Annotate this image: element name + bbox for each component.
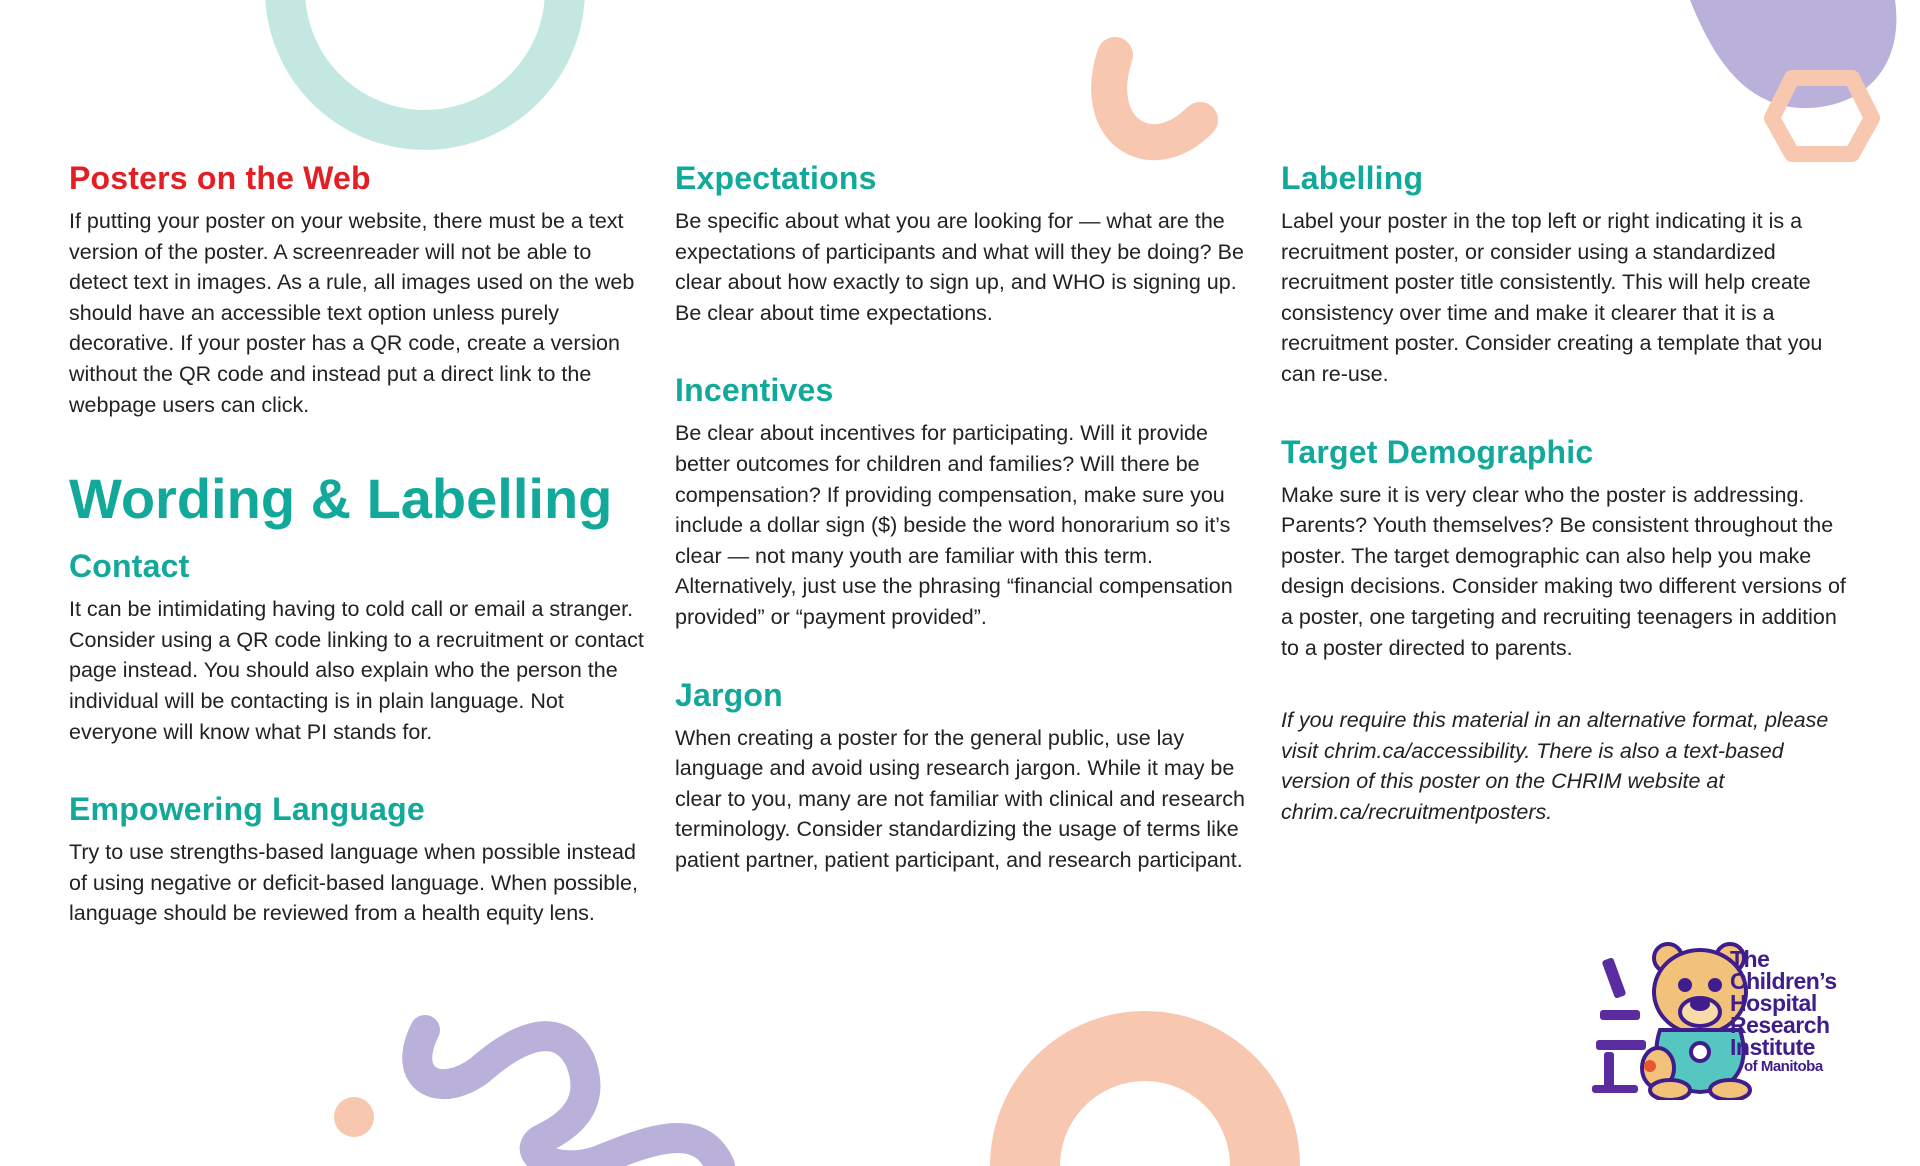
logo-line: The [1730, 946, 1770, 972]
left-column [69, 158, 649, 975]
section-labelling [1281, 158, 1856, 390]
logo-line: Children’s [1730, 968, 1837, 994]
peach-crescent-shape [1109, 55, 1200, 142]
section-jargon [675, 675, 1265, 876]
section-title: Target Demographic [1281, 433, 1594, 470]
logo-line: Hospital [1730, 990, 1817, 1016]
section-body: Be specific about what you are looking for — what are the expectations of participants and what will they be doing? Be clear about how exactly to sign up, and WHO is signing up. Be clear about time expectations. [675, 209, 1244, 325]
section-title: Expectations [675, 160, 877, 196]
section-incentives [675, 370, 1265, 632]
section-body: It can be intimidating having to cold call or email a stranger. Consider using a QR code linking to a recruitment or contact page instead. You should also explain who the person the individual will be contacting is in plain language. Not everyone will know what PI stands for. [69, 597, 644, 744]
section-title: Jargon [675, 676, 783, 713]
mint-ring-shape [285, 0, 565, 130]
section-contact [69, 546, 649, 747]
logo-wordmark [1730, 948, 1837, 1076]
logo-line: of Manitoba [1744, 1058, 1823, 1075]
section-body: When creating a poster for the general public, use lay language and avoid using research jargon. While it may be clear to you, many are not familiar with clinical and research terminology. Consider standardizing the usage of terms like patient partner, patient participant, and research participant. [675, 725, 1246, 872]
section-body: If putting your poster on your website, there must be a text version of the poster. A screenreader will not be able to detect text in images. As a rule, all images used on the web should have an accessible text option unless purely decorative. If your poster has a QR code, create a version without the QR code and instead put a direct link to the webpage users can click. [69, 209, 635, 417]
section-title: Contact [69, 548, 190, 585]
section-target-demographic [1281, 432, 1856, 664]
logo-line: Research [1730, 1012, 1830, 1038]
section-empowering-language [69, 789, 649, 929]
right-column [1281, 158, 1856, 828]
section-body: Be clear about incentives for participating. Will it provide better outcomes for children and families? Will there be compensation? If providing compensation, make sure you include a dollar sign ($) beside the word honorarium so it’s clear — not many youth are familiar with this term. Alternatively, just use the phrasing “financial compensation provided” or “payment provided”. [675, 421, 1233, 629]
section-body: Make sure it is very clear who the poster is addressing. Parents? Youth themselves? Be consistent throughout the poster. The target demographic can also help you make design decisions. Consider making two different versions of a poster, one targeting and recruiting teenagers in addition to a poster directed to parents. [1281, 482, 1846, 660]
section-body: Try to use strengths-based language when possible instead of using negative or deficit-based language. When possible, language should be reviewed from a health equity lens. [69, 840, 638, 926]
peach-dot-shape [334, 1097, 374, 1137]
page-title: Wording & Labelling [69, 467, 613, 531]
section-posters-on-the-web [69, 158, 649, 420]
accessibility-note: If you require this material in an alternative format, please visit chrim.ca/accessibility. There is also a text-based version of this poster on the CHRIM website at chrim.ca/recruitmentposters. [1281, 708, 1829, 824]
lavender-squiggle-shape [417, 1030, 720, 1166]
section-title: Posters on the Web [69, 160, 371, 196]
peach-donut-shape [1025, 1046, 1265, 1166]
section-body: Label your poster in the top left or right indicating it is a recruitment poster, or consider using a standardized recruitment poster title consistently. This will help create consistency over time and make it clearer that it is a recruitment poster. Consider creating a template that you can re-use. [1281, 209, 1823, 386]
section-title: Labelling [1281, 160, 1424, 196]
section-title: Incentives [675, 372, 834, 409]
section-expectations [675, 158, 1265, 328]
logo-line: Institute [1730, 1034, 1815, 1060]
section-title: Empowering Language [69, 791, 425, 828]
middle-column [675, 158, 1265, 922]
